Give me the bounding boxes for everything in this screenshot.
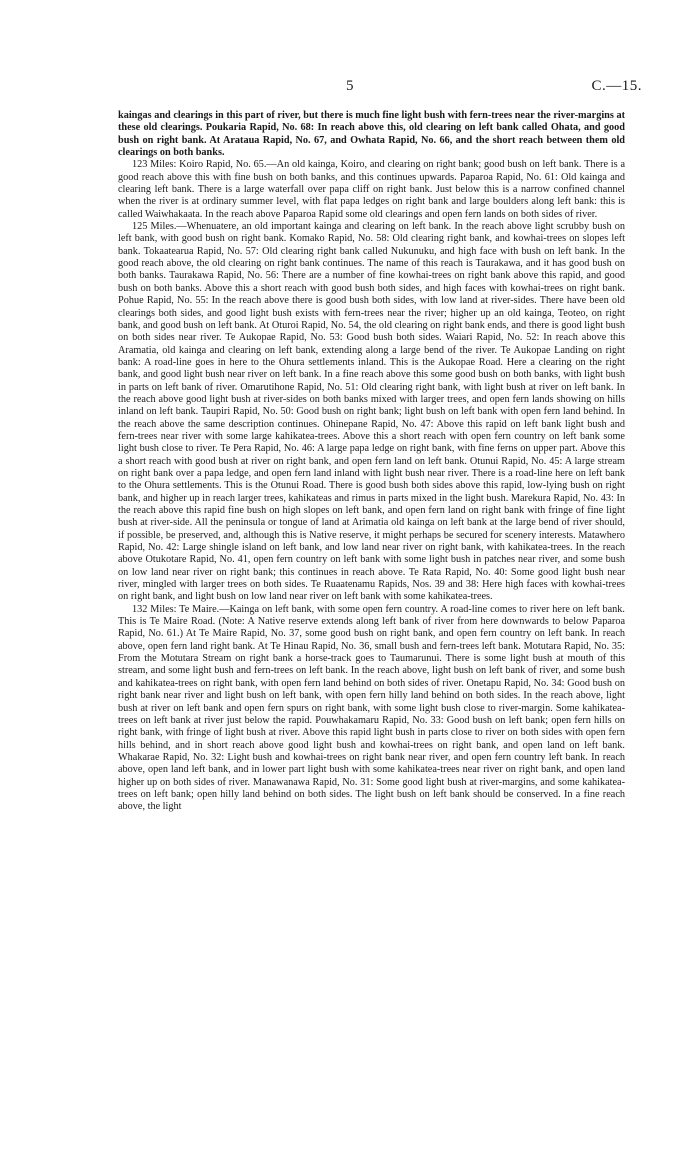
paragraph-132-miles: 132 Miles: Te Maire.—Kainga on left bank, with some open fern country. A road-line comes to river here on left bank. This is Te Maire Road. (Note: A Native reserve extends along left bank of river from here downwards to below Paparoa Rapid, No. 61.) At Te Maire Rapid, No. 37, some good bush on right bank, and open fern country on left bank. In reach above, open fern land right bank. At Te Hinau Rapid, No. 36, small bush and fern-trees left bank. Motutara Rapid, No. 35: From the Motutara Stream on right bank a horse-track goes to Taumarunui. There is some light bush at mouth of this stream, and some light bush and fern-trees on left bank. In the reach above, light bush on left bank of river, and some bush and kahikatea-trees on right bank, with open fern land behind on both sides of river. Onetapu Rapid, No. 34: Good bush on right bank near river and light bush on left bank, with open fern hilly land behind on both sides. In the reach above, light bush at river on left bank and open fern spurs on right bank, with some light bush close to river-margin. Some kahikatea-trees on left bank at river just below the rapid. Pouwhakamaru Rapid, No. 33: Good bush on left bank; open fern hills on right bank, with fringe of light bush at river. Above this rapid light bush in parts close to river on both sides with open fern hills behind, and in short reach above good light bush and kowhai-trees on right bank, and open land on left bank. Whakarae Rapid, No. 32: Light bush and kowhai-trees on right bank near river, and open fern country left bank. In reach above, open land left bank, and in lower part light bush with some kahikatea-trees near river on right bank, and open land higher up on both sides of river. Manawanawa Rapid, No. 31: Some good light bush at river-margins, and some kahikatea-trees on left bank; open hilly land behind on both sides. The light bush on left bank should be conserved. In a fine reach above, the light: [118, 603, 625, 813]
paragraph-125-miles: 125 Miles.—Whenuatere, an old important kainga and clearing on left bank. In the reach above light scrubby bush on left bank, with good bush on right bank. Komako Rapid, No. 58: Old clearing right bank, and kowhai-trees on slopes left bank. Tokaatearua Rapid, No. 57: Old clearing right bank called Nukunuku, and high face with bush on left bank. In the good reach above, the old clearing on right bank continues. The name of this reach is Taurakawa, and it has good bush on both banks. Taurakawa Rapid, No. 56: There are a number of fine kowhai-trees on right bank above this rapid, and good bush on both banks. Above this a short reach with good bush both sides, and high faces with kowhai-trees on right bank. Pohue Rapid, No. 55: In the reach above there is good bush both sides, with low land at river-sides. There have been old clearings both sides, and good light bush exists with fern-trees near the river; higher up an old kainga, Teoteo, on right bank, and good bush on left bank. At Oturoi Rapid, No. 54, the old clearing on right bank ends, and there is good light bush on both sides near river. Te Aukopae Rapid, No. 53: Good bush both sides. Waiari Rapid, No. 52: In reach above this Aramatia, old kainga and clearing on left bank, extending along a large bend of the river. Te Aukopae Landing on right bank: A road-line goes in here to the Ohura settlements inland. This is the Aukopae Road. Here a clearing on the right bank, and good light bush near river on left bank. In a fine reach above this some good bush on both banks, with light bush in parts on left bank of river. Omarutihone Rapid, No. 51: Old clearing right bank, with light bush at river on left bank. In the reach above good light bush at river-sides on both banks mixed with larger trees, and open fern lands showing on hills inland on left bank. Taupiri Rapid, No. 50: Good bush on right bank; light bush on left bank with open fern land behind. In the reach above the same description continues. Ohinepane Rapid, No. 47: Above this rapid on left bank light bush and fern-trees near river with some large kahikatea-trees. Above this a short reach with open fern country on left bank some light bush close to river. Te Pera Rapid, No. 46: A large papa ledge on right bank, with fine ferns on upper part. Above this a short reach with good bush at river on right bank, and open fern land on left bank. Otunui Rapid, No. 45: A large stream on right bank over a papa ledge, and open fern land inland with light bush near river. There is a road-line here on left bank to the Ohura settlements. This is the Otunui Road. There is good bush both sides above this rapid, low-lying bush on right bank, and higher up in reach larger trees, kahikateas and rimus in parts mixed in the light bush. Marekura Rapid, No. 43: In the reach above this rapid fine bush on high slopes on left bank, and open fern land on right bank with fringe of fine light bush at river-side. All the peninsula or tongue of land at Arimatia old kainga on left bank at the large bend of river should, if possible, be preserved, and, although this is Native reserve, it might perhaps be secured for scenery interests. Matawhero Rapid, No. 42: Large shingle island on left bank, and low land near river on right bank, with kahikatea-trees. In the reach above Otukotare Rapid, No. 41, open fern country on left bank with some light bush in patches near river, and some bush on low land near river on right bank; this continues in reach above. Te Rata Rapid, No. 40: Some good light bush near river, mingled with larger trees on both sides. Te Ruaatenamu Rapids, Nos. 39 and 38: Here high faces with kowhai-trees on right bank, and light bush on low land near river on left bank with some kahikatea-trees.: [118, 221, 625, 603]
page-number: 5: [346, 78, 354, 94]
document-code: C.—15.: [591, 78, 642, 94]
paragraph-continuation: kaingas and clearings in this part of river, but there is much fine light bush with fern-trees near the river-margins at these old clearings. Poukaria Rapid, No. 68: In reach above this, old clearing on left bank called Ohata, and good bush on right bank. At Arataua Rapid, No. 67, and Owhata Rapid, No. 66, and the short reach between them old clearings on both banks.: [118, 110, 625, 159]
paragraph-123-miles: 123 Miles: Koiro Rapid, No. 65.—An old kainga, Koiro, and clearing on right bank; good bush on left bank. There is a good reach above this with fine bush on both banks, and this continues upwards. Paparoa Rapid, No. 61: Old kainga and clearing left bank. There is a large waterfall over papa cliff on right bank. Just below this is a narrow confined channel when the river is at ordinary summer level, with flat papa ledges on right bank and large boulders along left bank: this is called Waiwhakaata. In the reach above Paparoa Rapid some old clearings and open fern lands on both sides of river.: [118, 159, 625, 220]
body-text: [118, 110, 625, 814]
